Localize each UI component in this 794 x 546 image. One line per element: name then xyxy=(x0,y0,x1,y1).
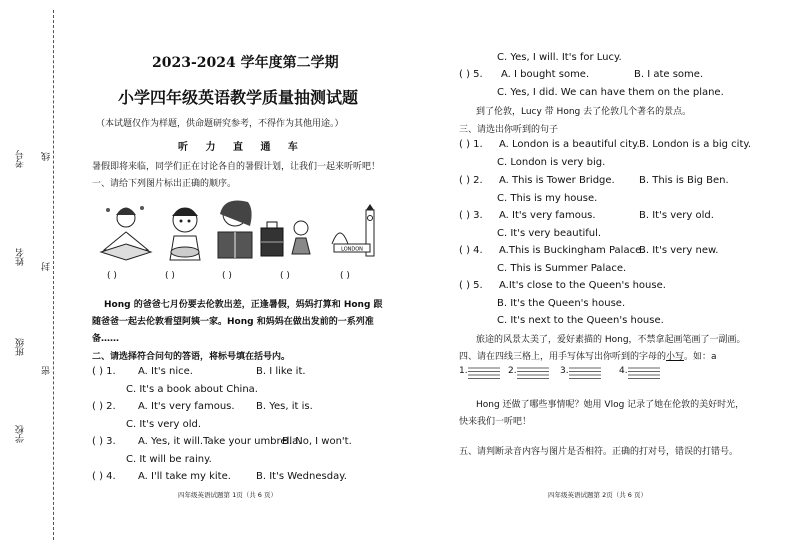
boy-eating-illustration xyxy=(160,200,210,264)
part4-heading xyxy=(459,349,717,362)
binding-line xyxy=(53,10,54,540)
order-bracket-2[interactable]: ( ) xyxy=(165,271,175,281)
q1-prefix[interactable]: ( ) 1. xyxy=(92,366,116,377)
order-bracket-5[interactable]: ( ) xyxy=(340,271,350,281)
q3-option-c: C. It will be rainy. xyxy=(126,454,212,465)
exam-no-label: 考号 xyxy=(16,150,26,168)
story-line-1: Hong 的爸爸七月份要去伦敦出差，正逢暑假，妈妈打算和 Hong 跟 xyxy=(104,300,383,310)
q1-option-b: B. I like it. xyxy=(256,366,306,377)
s1-option-c: C. London is very big. xyxy=(497,157,606,168)
four-line-grid-3[interactable] xyxy=(569,366,601,380)
s2-prefix[interactable]: ( ) 2. xyxy=(459,175,483,186)
q2-option-b: B. Yes, it is. xyxy=(256,401,313,412)
feng-label: 封 xyxy=(42,262,52,271)
q3-option-a: A. Yes, it will.Take your umbrella. xyxy=(138,436,302,447)
xian-label: 线 xyxy=(42,152,52,161)
q4-prefix[interactable]: ( ) 4. xyxy=(92,471,116,482)
part4-heading-start: 四、请在四线三格上，用手写体写出你听到的字母的 xyxy=(459,352,667,362)
four-line-grid-4[interactable] xyxy=(628,366,660,380)
q2-option-a: A. It's very famous. xyxy=(138,401,235,412)
order-bracket-3[interactable]: ( ) xyxy=(222,271,232,281)
blank-1-label: 1. xyxy=(459,366,468,376)
order-bracket-1[interactable]: ( ) xyxy=(107,271,117,281)
s3-option-c: C. It's very beautiful. xyxy=(497,228,602,239)
q4-option-c: C. Yes, I will. It's for Lucy. xyxy=(497,52,622,63)
s5-prefix[interactable]: ( ) 5. xyxy=(459,280,483,291)
s3-option-a: A. It's very famous. xyxy=(499,210,596,221)
q1-option-a: A. It's nice. xyxy=(138,366,193,377)
s3-option-b: B. It's very old. xyxy=(639,210,714,221)
s5-option-c: C. It's next to the Queen's house. xyxy=(497,315,664,326)
part3-heading: 三、请选出你听到的句子 xyxy=(459,125,559,135)
school-label: 学校 xyxy=(16,425,26,443)
right-page-footer: 四年级英语试题第 2页（共 6 页） xyxy=(548,491,647,499)
part4-heading-lowercase: 小写 xyxy=(666,352,685,362)
s2-option-c: C. This is my house. xyxy=(497,193,598,204)
s3-prefix[interactable]: ( ) 3. xyxy=(459,210,483,221)
reading-girl-illustration xyxy=(96,200,154,264)
vlog-line-1: Hong 还做了哪些事情呢？她用 Vlog 记录了她在伦敦的美好时光， xyxy=(476,400,745,410)
name-label: 姓名 xyxy=(16,248,26,266)
q2-option-c: C. It's very old. xyxy=(126,419,202,430)
binding-gutter xyxy=(0,0,86,546)
london-arrival-text: 到了伦敦，Lucy 带 Hong 去了伦敦几个著名的景点。 xyxy=(476,107,692,117)
s1-option-a: A. London is a beautiful city. xyxy=(499,139,640,150)
story-line-3: 备…… xyxy=(92,334,120,344)
s1-option-b: B. London is a big city. xyxy=(639,139,752,150)
class-label: 班级 xyxy=(16,338,26,356)
q4-option-a: A. I'll take my kite. xyxy=(138,471,231,482)
part2-heading: 二、请选择符合问句的答语，将标号填在括号内。 xyxy=(92,352,291,362)
q3-prefix[interactable]: ( ) 3. xyxy=(92,436,116,447)
s4-option-a: A.This is Buckingham Palace. xyxy=(499,245,645,256)
q2-prefix[interactable]: ( ) 2. xyxy=(92,401,116,412)
s2-option-a: A. This is Tower Bridge. xyxy=(499,175,615,186)
part1-heading: 一、请给下列图片标出正确的顺序。 xyxy=(92,179,237,189)
q4-option-b: B. It's Wednesday. xyxy=(256,471,347,482)
q5-option-b: B. I ate some. xyxy=(634,69,704,80)
s4-prefix[interactable]: ( ) 4. xyxy=(459,245,483,256)
q5-option-c: C. Yes, I did. We can have them on the plane. xyxy=(497,87,724,98)
part5-heading: 五、请判断录音内容与图片是否相符。正确的打对号，错误的打错号。 xyxy=(459,447,739,457)
london-landmarks-illustration xyxy=(330,204,378,264)
q5-option-a: A. I bought some. xyxy=(501,69,590,80)
svg-text:LONDON: LONDON xyxy=(341,246,363,253)
q1-option-c: C. It's a book about China. xyxy=(126,384,258,395)
exam-title: 小学四年级英语教学质量抽测试题 xyxy=(118,88,359,107)
vlog-line-2: 快来我们一听吧！ xyxy=(459,417,532,427)
blank-3-label: 3. xyxy=(560,366,569,376)
order-bracket-4[interactable]: ( ) xyxy=(280,271,290,281)
story-line-2: 随爸爸一起去伦敦看望阿姨一家。Hong 和妈妈在做出发前的一系列准 xyxy=(92,317,374,327)
s5-option-b: B. It's the Queen's house. xyxy=(497,298,626,309)
s2-option-b: B. This is Big Ben. xyxy=(639,175,729,186)
girl-with-book-illustration xyxy=(210,196,260,264)
suitcase-illustration xyxy=(258,220,286,260)
s5-option-a: A.It's close to the Queen's house. xyxy=(499,280,666,291)
boy-packing-illustration xyxy=(288,218,314,258)
s1-prefix[interactable]: ( ) 1. xyxy=(459,139,483,150)
intro-text: 暑假即将来临，同学们正在讨论各自的暑假计划，让我们一起来听听吧！ xyxy=(92,162,381,172)
blank-2-label: 2. xyxy=(508,366,517,376)
usage-note: （本试题仅作为样题，供命题研究参考，不得作为其他用途。） xyxy=(96,119,344,129)
mi-label: 密 xyxy=(42,366,52,375)
exam-year-title: 2023-2024 学年度第二学期 xyxy=(152,55,339,71)
listening-section-title: 听 力 直 通 车 xyxy=(178,142,305,153)
part4-heading-end: 。如：a xyxy=(684,352,717,362)
s4-option-b: B. It's very new. xyxy=(639,245,719,256)
four-line-grid-1[interactable] xyxy=(468,366,500,380)
q3-option-b: B. No, I won't. xyxy=(282,436,352,447)
s4-option-c: C. This is Summer Palace. xyxy=(497,263,627,274)
scenery-text: 旅途的风景太美了，爱好素描的 Hong，不禁拿起画笔画了一副画。 xyxy=(476,335,746,345)
left-page-footer: 四年级英语试题第 1页（共 6 页） xyxy=(178,491,277,499)
blank-4-label: 4. xyxy=(619,366,628,376)
four-line-grid-2[interactable] xyxy=(517,366,549,380)
q5-prefix[interactable]: ( ) 5. xyxy=(459,69,483,80)
